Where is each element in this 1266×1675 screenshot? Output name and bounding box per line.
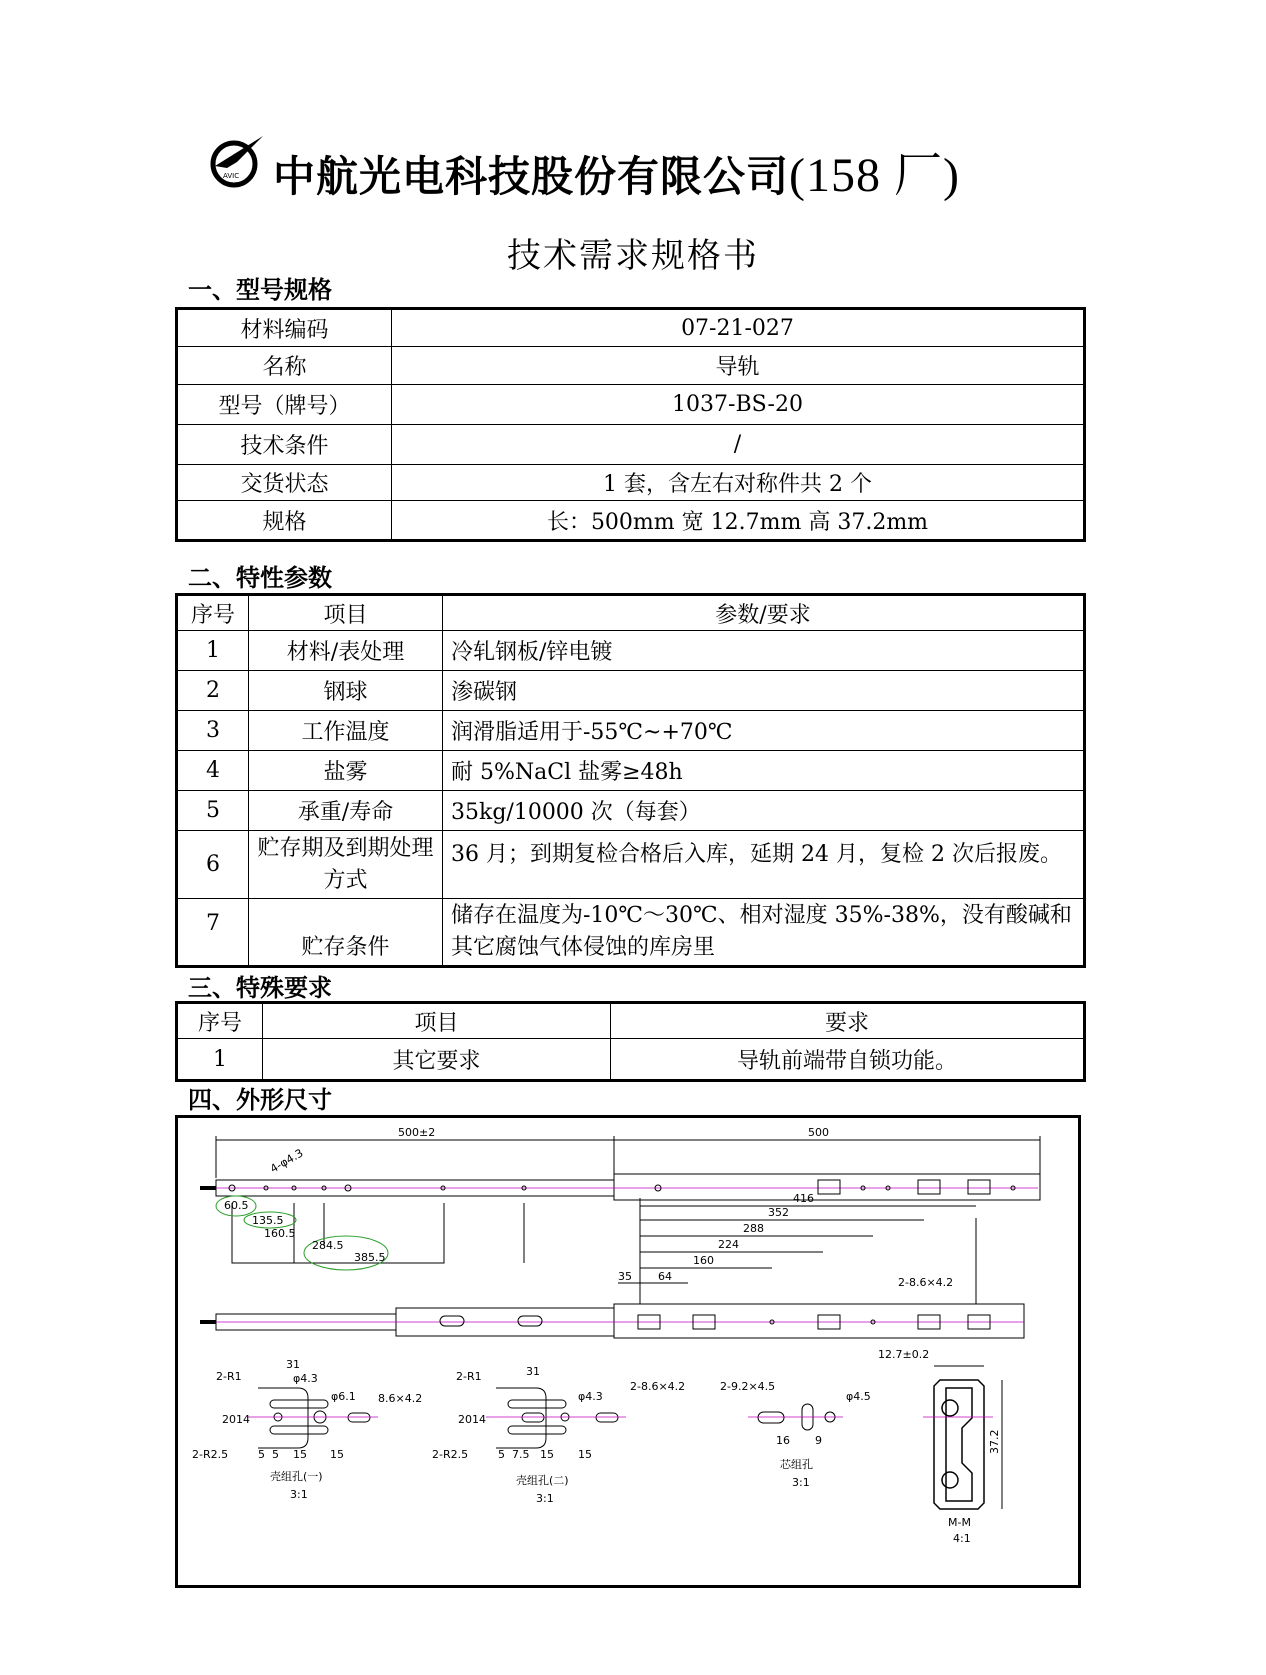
cell-no: 6: [177, 831, 249, 899]
dim-text: 9: [815, 1434, 822, 1447]
dim-text: 135.5: [252, 1214, 284, 1227]
caption-text: M-M: [948, 1516, 971, 1529]
dim-text: 14: [472, 1413, 486, 1426]
dim-text: 288: [743, 1222, 764, 1235]
dim-text: 160.5: [264, 1227, 296, 1240]
dim-text: 15: [540, 1448, 554, 1461]
document-title: 技术需求规格书: [507, 236, 759, 276]
cell-no: 4: [177, 751, 249, 791]
scale-text: 3:1: [290, 1488, 308, 1501]
cell-value: 导轨: [392, 347, 1085, 385]
cell-value: 储存在温度为-10℃～30℃、相对湿度 35%-38%，没有酸碱和其它腐蚀气体侵蚀的库房里: [443, 899, 1085, 967]
cell-item: 材料/表处理: [249, 631, 443, 671]
section-title-params: 二、特性参数: [188, 564, 332, 592]
cell-item: 盐雾: [249, 751, 443, 791]
cell-no: 7: [177, 899, 249, 967]
dim-text: 14: [236, 1413, 250, 1426]
header-cell: 序号: [177, 1003, 263, 1039]
caption-text: 壳组孔(二): [516, 1474, 569, 1487]
dim-text: 4-φ4.3: [268, 1146, 306, 1176]
cell-value: 导轨前端带自锁功能。: [611, 1039, 1085, 1081]
header-cell: 序号: [177, 595, 249, 631]
dim-text: 2-8.6×4.2: [898, 1276, 954, 1289]
cell-value: 冷轧钢板/锌电镀: [443, 631, 1085, 671]
avic-logo-icon: [207, 132, 265, 190]
cell-label: 型号（牌号）: [177, 385, 392, 425]
dim-text: 2-R1: [456, 1370, 482, 1383]
dim-text: 5: [258, 1448, 265, 1461]
cell-no: 2: [177, 671, 249, 711]
table-row: [177, 347, 1085, 385]
svg-text:AVIC: AVIC: [223, 172, 240, 180]
section-title-dimensions: 四、外形尺寸: [188, 1086, 332, 1114]
company-name: 中航光电科技股份有限公司(158 厂): [273, 149, 960, 202]
cell-item: 其它要求: [263, 1039, 611, 1081]
cell-value: 润滑脂适用于-55℃~+70℃: [443, 711, 1085, 751]
table-row: [177, 309, 1085, 347]
section-title-special: 三、特殊要求: [188, 974, 332, 1002]
caption-text: 芯组孔: [780, 1458, 813, 1471]
cell-no: 3: [177, 711, 249, 751]
cell-value: 耐 5%NaCl 盐雾≥48h: [443, 751, 1085, 791]
caption-text: 壳组孔(一): [270, 1470, 323, 1483]
cell-item: 钢球: [249, 671, 443, 711]
dim-text: 31: [286, 1358, 300, 1371]
cell-item: 贮存期及到期处理方式: [249, 831, 443, 899]
dim-text: 352: [768, 1206, 789, 1219]
table-row: [177, 831, 1085, 899]
cell-value: 36 月；到期复检合格后入库，延期 24 月，复检 2 次后报废。: [443, 831, 1085, 899]
dim-text: 15: [293, 1448, 307, 1461]
dim-text: 16: [776, 1434, 790, 1447]
table-header-row: [177, 595, 1085, 631]
dim-text: 64: [658, 1270, 672, 1283]
dim-text: 5: [272, 1448, 279, 1461]
cell-no: 1: [177, 1039, 263, 1081]
table-row: [177, 899, 1085, 967]
factory-number: (158 厂): [789, 149, 960, 202]
table-row: [177, 631, 1085, 671]
cell-label: 交货状态: [177, 465, 392, 501]
table-row: [177, 671, 1085, 711]
cell-value: 1 套，含左右对称件共 2 个: [392, 465, 1085, 501]
cell-no: 5: [177, 791, 249, 831]
dim-text: 37.2: [988, 1429, 1001, 1454]
cell-label: 材料编码: [177, 309, 392, 347]
dim-text: 2-R1: [216, 1370, 242, 1383]
rail-drawing-svg: [178, 1118, 1078, 1585]
cell-item: 贮存条件: [249, 899, 443, 967]
cell-label: 技术条件: [177, 425, 392, 465]
dim-text: φ6.1: [331, 1390, 356, 1403]
special-table: [175, 1001, 1086, 1082]
dim-text: 20: [222, 1413, 236, 1426]
detail-1-view: [248, 1388, 378, 1448]
dim-text: 31: [526, 1365, 540, 1378]
table-row: [177, 711, 1085, 751]
cell-value: 长：500mm 宽 12.7mm 高 37.2mm: [392, 501, 1085, 541]
dim-text: 15: [330, 1448, 344, 1461]
dim-text: φ4.3: [578, 1390, 603, 1403]
dim-text: 500: [808, 1126, 829, 1139]
table-header-row: [177, 1003, 1085, 1039]
dim-text: 60.5: [224, 1199, 249, 1212]
section-title-model: 一、型号规格: [188, 276, 332, 304]
detail-2-view: [486, 1388, 626, 1448]
table-row: [177, 751, 1085, 791]
dim-text: 8.6×4.2: [378, 1392, 423, 1405]
dimension-drawing: [175, 1115, 1081, 1588]
scale-text: 3:1: [536, 1492, 554, 1505]
header-cell: 项目: [263, 1003, 611, 1039]
header-cell: 要求: [611, 1003, 1085, 1039]
dim-text: 284.5: [312, 1239, 344, 1252]
cell-label: 名称: [177, 347, 392, 385]
header-cell: 参数/要求: [443, 595, 1085, 631]
company-header: [195, 128, 1065, 208]
dim-text: 160: [693, 1254, 714, 1267]
cell-item: 承重/寿命: [249, 791, 443, 831]
table-row: [177, 465, 1085, 501]
dim-text: 224: [718, 1238, 739, 1251]
cell-no: 1: [177, 631, 249, 671]
dim-text: 2-8.6×4.2: [630, 1380, 686, 1393]
dim-text: 500±2: [398, 1126, 436, 1139]
cell-value: 渗碳钢: [443, 671, 1085, 711]
cell-value: 1037-BS-20: [392, 385, 1085, 425]
scale-text: 4:1: [953, 1532, 971, 1545]
dim-text: 2-R2.5: [432, 1448, 469, 1461]
cell-value: 07-21-027: [392, 309, 1085, 347]
scale-text: 3:1: [792, 1476, 810, 1489]
dim-text: φ4.5: [846, 1390, 871, 1403]
header-cell: 项目: [249, 595, 443, 631]
dim-text: 385.5: [354, 1251, 386, 1264]
cell-item: 工作温度: [249, 711, 443, 751]
table-row: [177, 385, 1085, 425]
dim-text: 2-9.2×4.5: [720, 1380, 776, 1393]
table-row: [177, 425, 1085, 465]
dim-text: 5: [498, 1448, 505, 1461]
table-row: [177, 501, 1085, 541]
table-row: [177, 791, 1085, 831]
param-table: [175, 593, 1086, 968]
dim-text: 12.7±0.2: [878, 1348, 930, 1361]
dim-text: 15: [578, 1448, 592, 1461]
dim-text: 20: [458, 1413, 472, 1426]
detail-3-view: [748, 1404, 843, 1430]
dim-text: 2-R2.5: [192, 1448, 229, 1461]
dim-text: 416: [793, 1192, 814, 1205]
dim-text: 7.5: [512, 1448, 530, 1461]
model-spec-table: [175, 307, 1086, 542]
cell-value: 35kg/10000 次（每套）: [443, 791, 1085, 831]
dim-text: φ4.3: [293, 1372, 318, 1385]
cell-value: /: [392, 425, 1085, 465]
cell-label: 规格: [177, 501, 392, 541]
dim-text: 35: [618, 1270, 632, 1283]
table-row: [177, 1039, 1085, 1081]
